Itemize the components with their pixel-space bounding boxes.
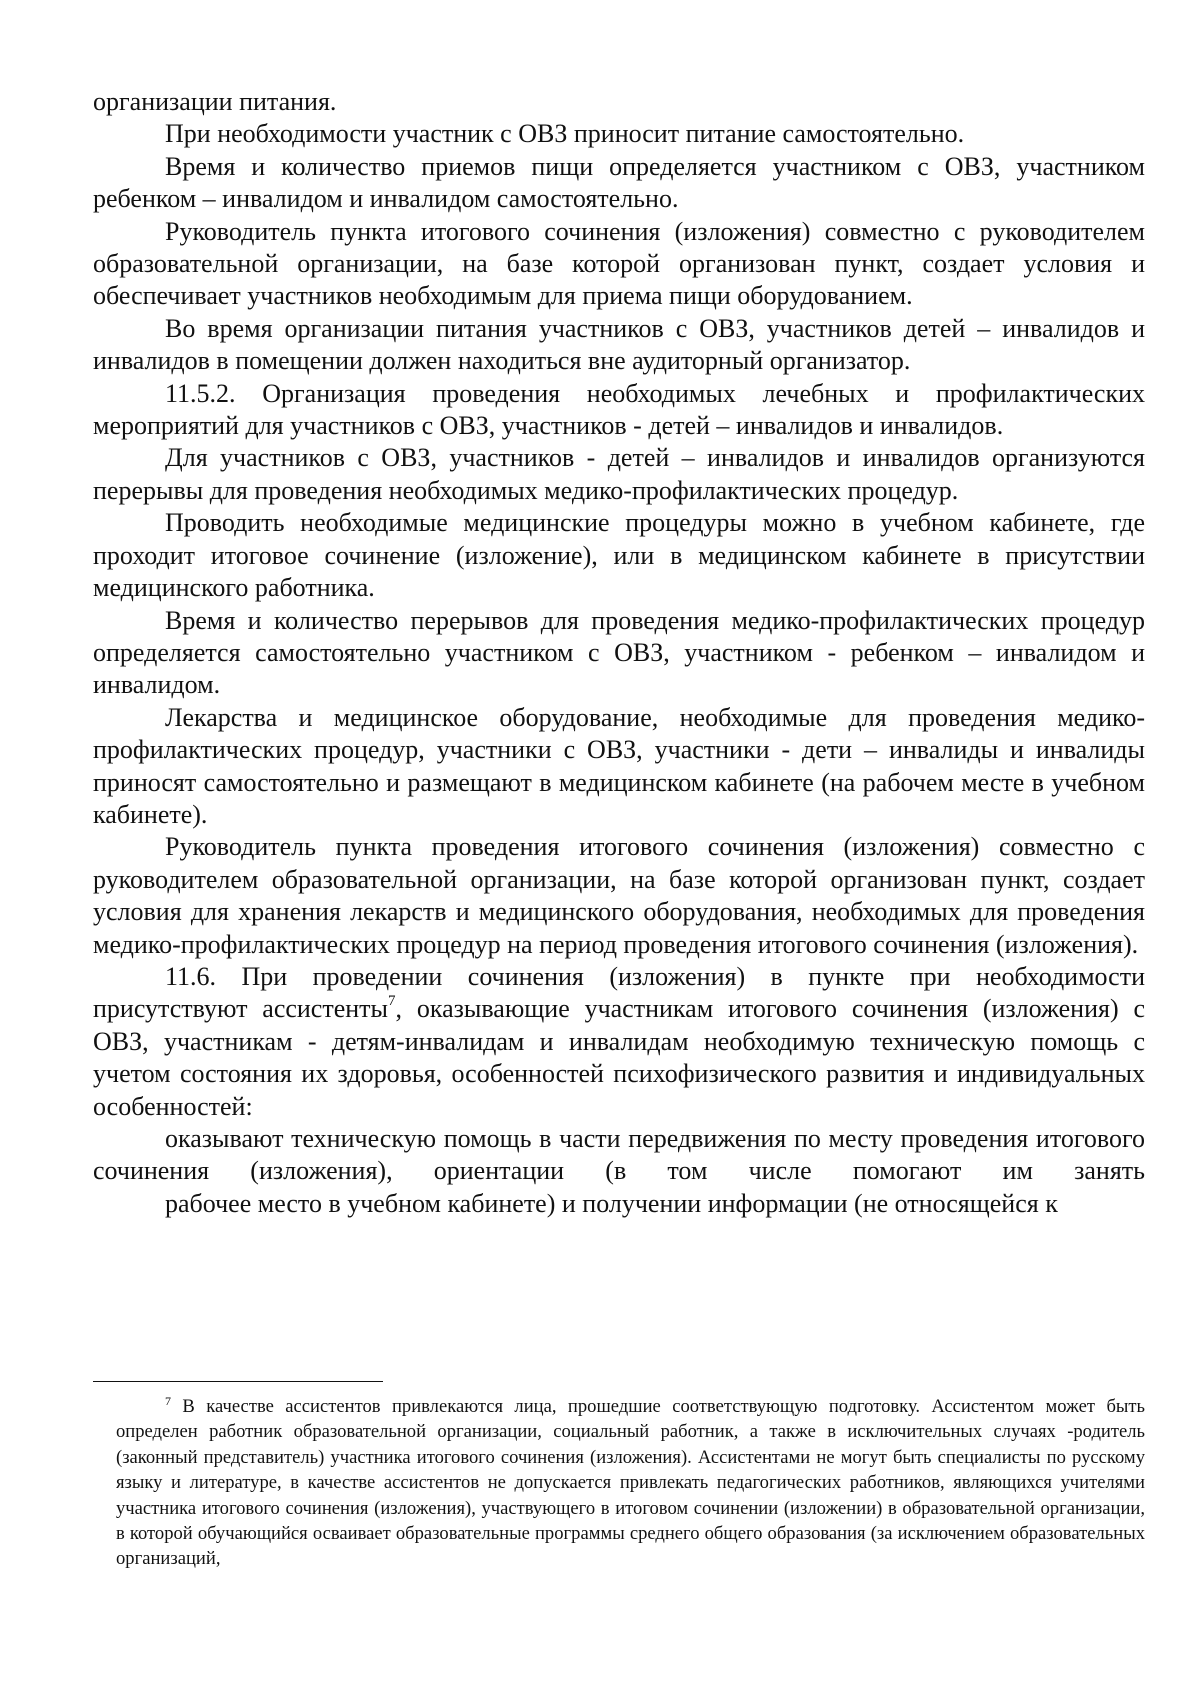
footnote-paragraph [116, 1394, 1145, 1572]
section-11-6-text-start: 11.6. При проведении сочинения (изложения) в пункте при необходимости присутствуют ассистенты [93, 961, 1145, 1024]
paragraph-section-11-6 [93, 961, 1145, 1123]
section-11-6-text-end: , оказывающие участникам итогового сочинения (изложения) с ОВЗ, участникам - детям-инвалидам и инвалидам необходимую техническую помощь с учетом состояния их здоровья, особенностей психофизического развития и индивидуальных особенностей: [93, 994, 1145, 1121]
paragraph-breaks: Для участников с ОВЗ, участников - детей – инвалидов и инвалидов организуются перерывы для проведения необходимых медико-профилактических процедур. [93, 443, 1145, 505]
paragraph-own-food: При необходимости участник с ОВЗ приносит питание самостоятельно. [165, 119, 965, 149]
paragraph-medicine: Лекарства и медицинское оборудование, необходимые для проведения медико-профилактических процедур, участники с ОВЗ, участники - дети – инвалиды и инвалиды приносят самостоятельно и размещают в медицинском кабинете (на рабочем месте в учебном кабинете). [93, 702, 1145, 829]
main-text [93, 86, 1145, 1220]
footnote-text: В качестве ассистентов привлекаются лица, прошедшие соответствующую подготовку. Ассистентом может быть определен работник образовательной организации, социальный работник, а также в исключительных случаях -родитель (законный представитель) участника итогового сочинения (изложения). Ассистентами не могут быть специалисты по русскому языку и литературе, в качестве ассистентов не допускается привлекать педагогических работников, являющихся учителями участника итогового сочинения (изложения), участвующего в итоговом сочинении (изложении) в образовательной организации, в которой обучающийся осваивает образовательные программы среднего общего образования (за исключением образовательных организаций, [116, 1396, 1145, 1570]
paragraph-meal-times: Время и количество приемов пищи определяется участником с ОВЗ, участником ребенком – инвалидом и инвалидом самостоятельно. [93, 151, 1145, 214]
paragraph-technical-help: оказывают техническую помощь в части передвижения по месту проведения итогового сочинения (изложения), ориентации (в том числе помогают им занять [93, 1124, 1145, 1186]
paragraph-workplace: рабочее место в учебном кабинете) и получении информации (не относящейся к [165, 1188, 1058, 1218]
paragraph-continuation: организации питания. [93, 87, 337, 116]
footnote-reference-7[interactable]: 7 [388, 992, 396, 1009]
paragraph-section-11-5-2: 11.5.2. Организация проведения необходимых лечебных и профилактических мероприятий для участников с ОВЗ, участников - детей – инвалидов и инвалидов. [93, 378, 1145, 441]
footnote-marker: 7 [165, 1393, 171, 1408]
paragraph-breaks-time: Время и количество перерывов для проведения медико-профилактических процедур определяется самостоятельно участником с ОВЗ, участником - ребенком – инвалидом и инвалидом. [93, 605, 1145, 700]
paragraph-organizer-presence: Во время организации питания участников с ОВЗ, участников детей – инвалидов и инвалидов в помещении должен находиться вне аудиторный организатор. [93, 313, 1145, 376]
paragraph-storage-conditions: Руководитель пункта проведения итогового сочинения (изложения) совместно с руководителем образовательной организации, на базе которой организован пункт, создает условия для хранения лекарств и медицинского оборудования, необходимых для проведения медико-профилактических процедур на период проведения итогового сочинения (изложения). [93, 832, 1145, 959]
paragraph-procedures-location: Проводить необходимые медицинские процедуры можно в учебном кабинете, где проходит итоговое сочинение (изложение), или в медицинском кабинете в присутствии медицинского работника. [93, 508, 1145, 603]
footnote-separator [93, 1381, 383, 1382]
paragraph-head-conditions: Руководитель пункта итогового сочинения (изложения) совместно с руководителем образовательной организации, на базе которой организован пункт, создает условия и обеспечивает участников необходимым для приема пищи оборудованием. [93, 216, 1145, 311]
footnote-7 [116, 1394, 1145, 1572]
